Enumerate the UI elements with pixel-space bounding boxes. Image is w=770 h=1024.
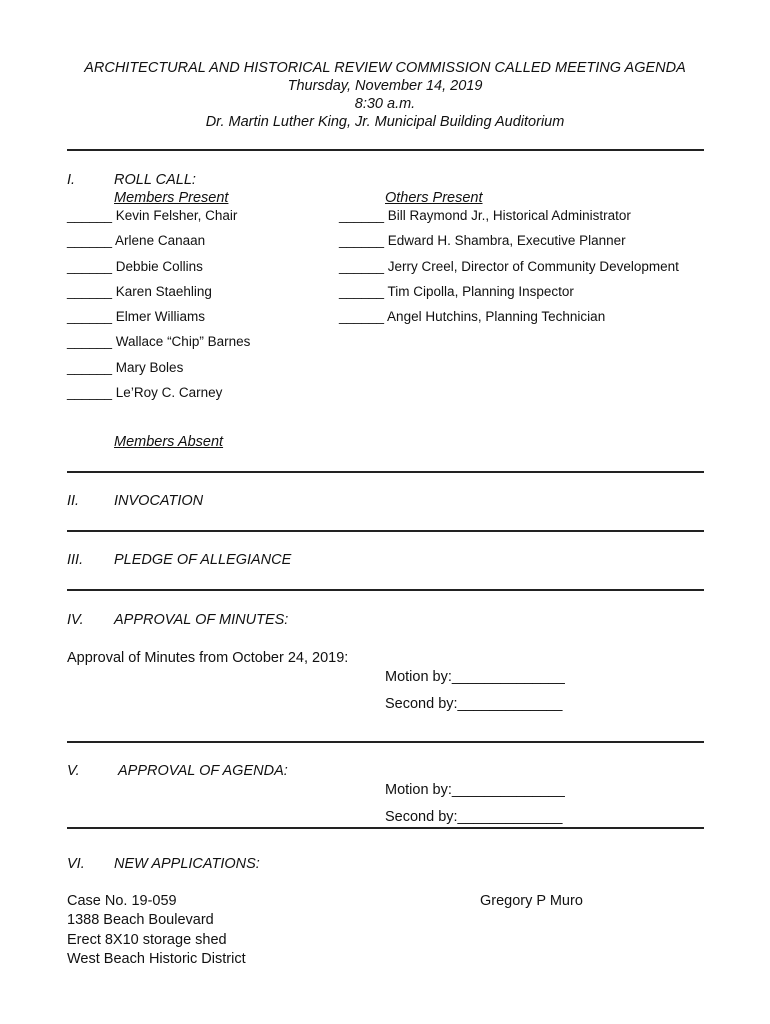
member-present-item: ______ Arlene Canaan xyxy=(67,233,206,248)
member-present-item: ______ Le’Roy C. Carney xyxy=(67,385,223,400)
case-applicant: Gregory P Muro xyxy=(480,893,583,909)
member-present-item: ______ Kevin Felsher, Chair xyxy=(67,208,238,223)
case-number: Case No. 19-059 xyxy=(67,893,177,909)
section-number: III. xyxy=(67,552,84,568)
member-present-item: ______ Mary Boles xyxy=(67,360,184,375)
section-title-roll-call: ROLL CALL: xyxy=(114,172,196,188)
agenda-motion-line: Motion by:______________ xyxy=(385,782,565,798)
meeting-date: Thursday, November 14, 2019 xyxy=(287,78,483,94)
member-present-item: ______ Wallace “Chip” Barnes xyxy=(67,334,251,349)
agenda-second-line: Second by:_____________ xyxy=(385,809,563,825)
section-number: I. xyxy=(67,172,76,188)
section-title-new-applications: NEW APPLICATIONS: xyxy=(114,856,260,872)
case-address: 1388 Beach Boulevard xyxy=(67,912,214,928)
divider xyxy=(67,149,704,151)
case-description: Erect 8X10 storage shed xyxy=(67,932,227,948)
other-present-item: ______ Jerry Creel, Director of Community Development xyxy=(339,259,679,274)
meeting-time: 8:30 a.m. xyxy=(354,96,416,112)
agenda-title: ARCHITECTURAL AND HISTORICAL REVIEW COMMISSION CALLED MEETING AGENDA xyxy=(84,60,686,76)
member-present-item: ______ Karen Staehling xyxy=(67,284,212,299)
member-present-item: ______ Elmer Williams xyxy=(67,309,206,324)
section-title-invocation: INVOCATION xyxy=(114,493,204,509)
member-present-item: ______ Debbie Collins xyxy=(67,259,203,274)
other-present-item: ______ Tim Cipolla, Planning Inspector xyxy=(339,284,574,299)
minutes-text: Approval of Minutes from October 24, 2019: xyxy=(67,650,349,666)
members-absent-heading: Members Absent xyxy=(114,434,224,450)
section-title-minutes: APPROVAL OF MINUTES: xyxy=(114,612,289,628)
section-number: VI. xyxy=(67,856,85,872)
other-present-item: ______ Edward H. Shambra, Executive Planner xyxy=(339,233,626,248)
section-title-pledge: PLEDGE OF ALLEGIANCE xyxy=(114,552,292,568)
other-present-item: ______ Bill Raymond Jr., Historical Administrator xyxy=(339,208,631,223)
divider xyxy=(67,471,704,473)
minutes-second-line: Second by:_____________ xyxy=(385,696,563,712)
divider xyxy=(67,589,704,591)
members-present-heading: Members Present xyxy=(114,190,229,206)
section-number: V. xyxy=(67,763,80,779)
divider xyxy=(67,827,704,829)
section-number: IV. xyxy=(67,612,84,628)
case-district: West Beach Historic District xyxy=(67,951,246,967)
other-present-item: ______ Angel Hutchins, Planning Technician xyxy=(339,309,606,324)
meeting-location: Dr. Martin Luther King, Jr. Municipal Building Auditorium xyxy=(205,114,565,130)
section-title-agenda: APPROVAL OF AGENDA: xyxy=(118,763,288,779)
divider xyxy=(67,741,704,743)
others-present-heading: Others Present xyxy=(385,190,483,206)
minutes-motion-line: Motion by:______________ xyxy=(385,669,565,685)
section-number: II. xyxy=(67,493,80,509)
divider xyxy=(67,530,704,532)
